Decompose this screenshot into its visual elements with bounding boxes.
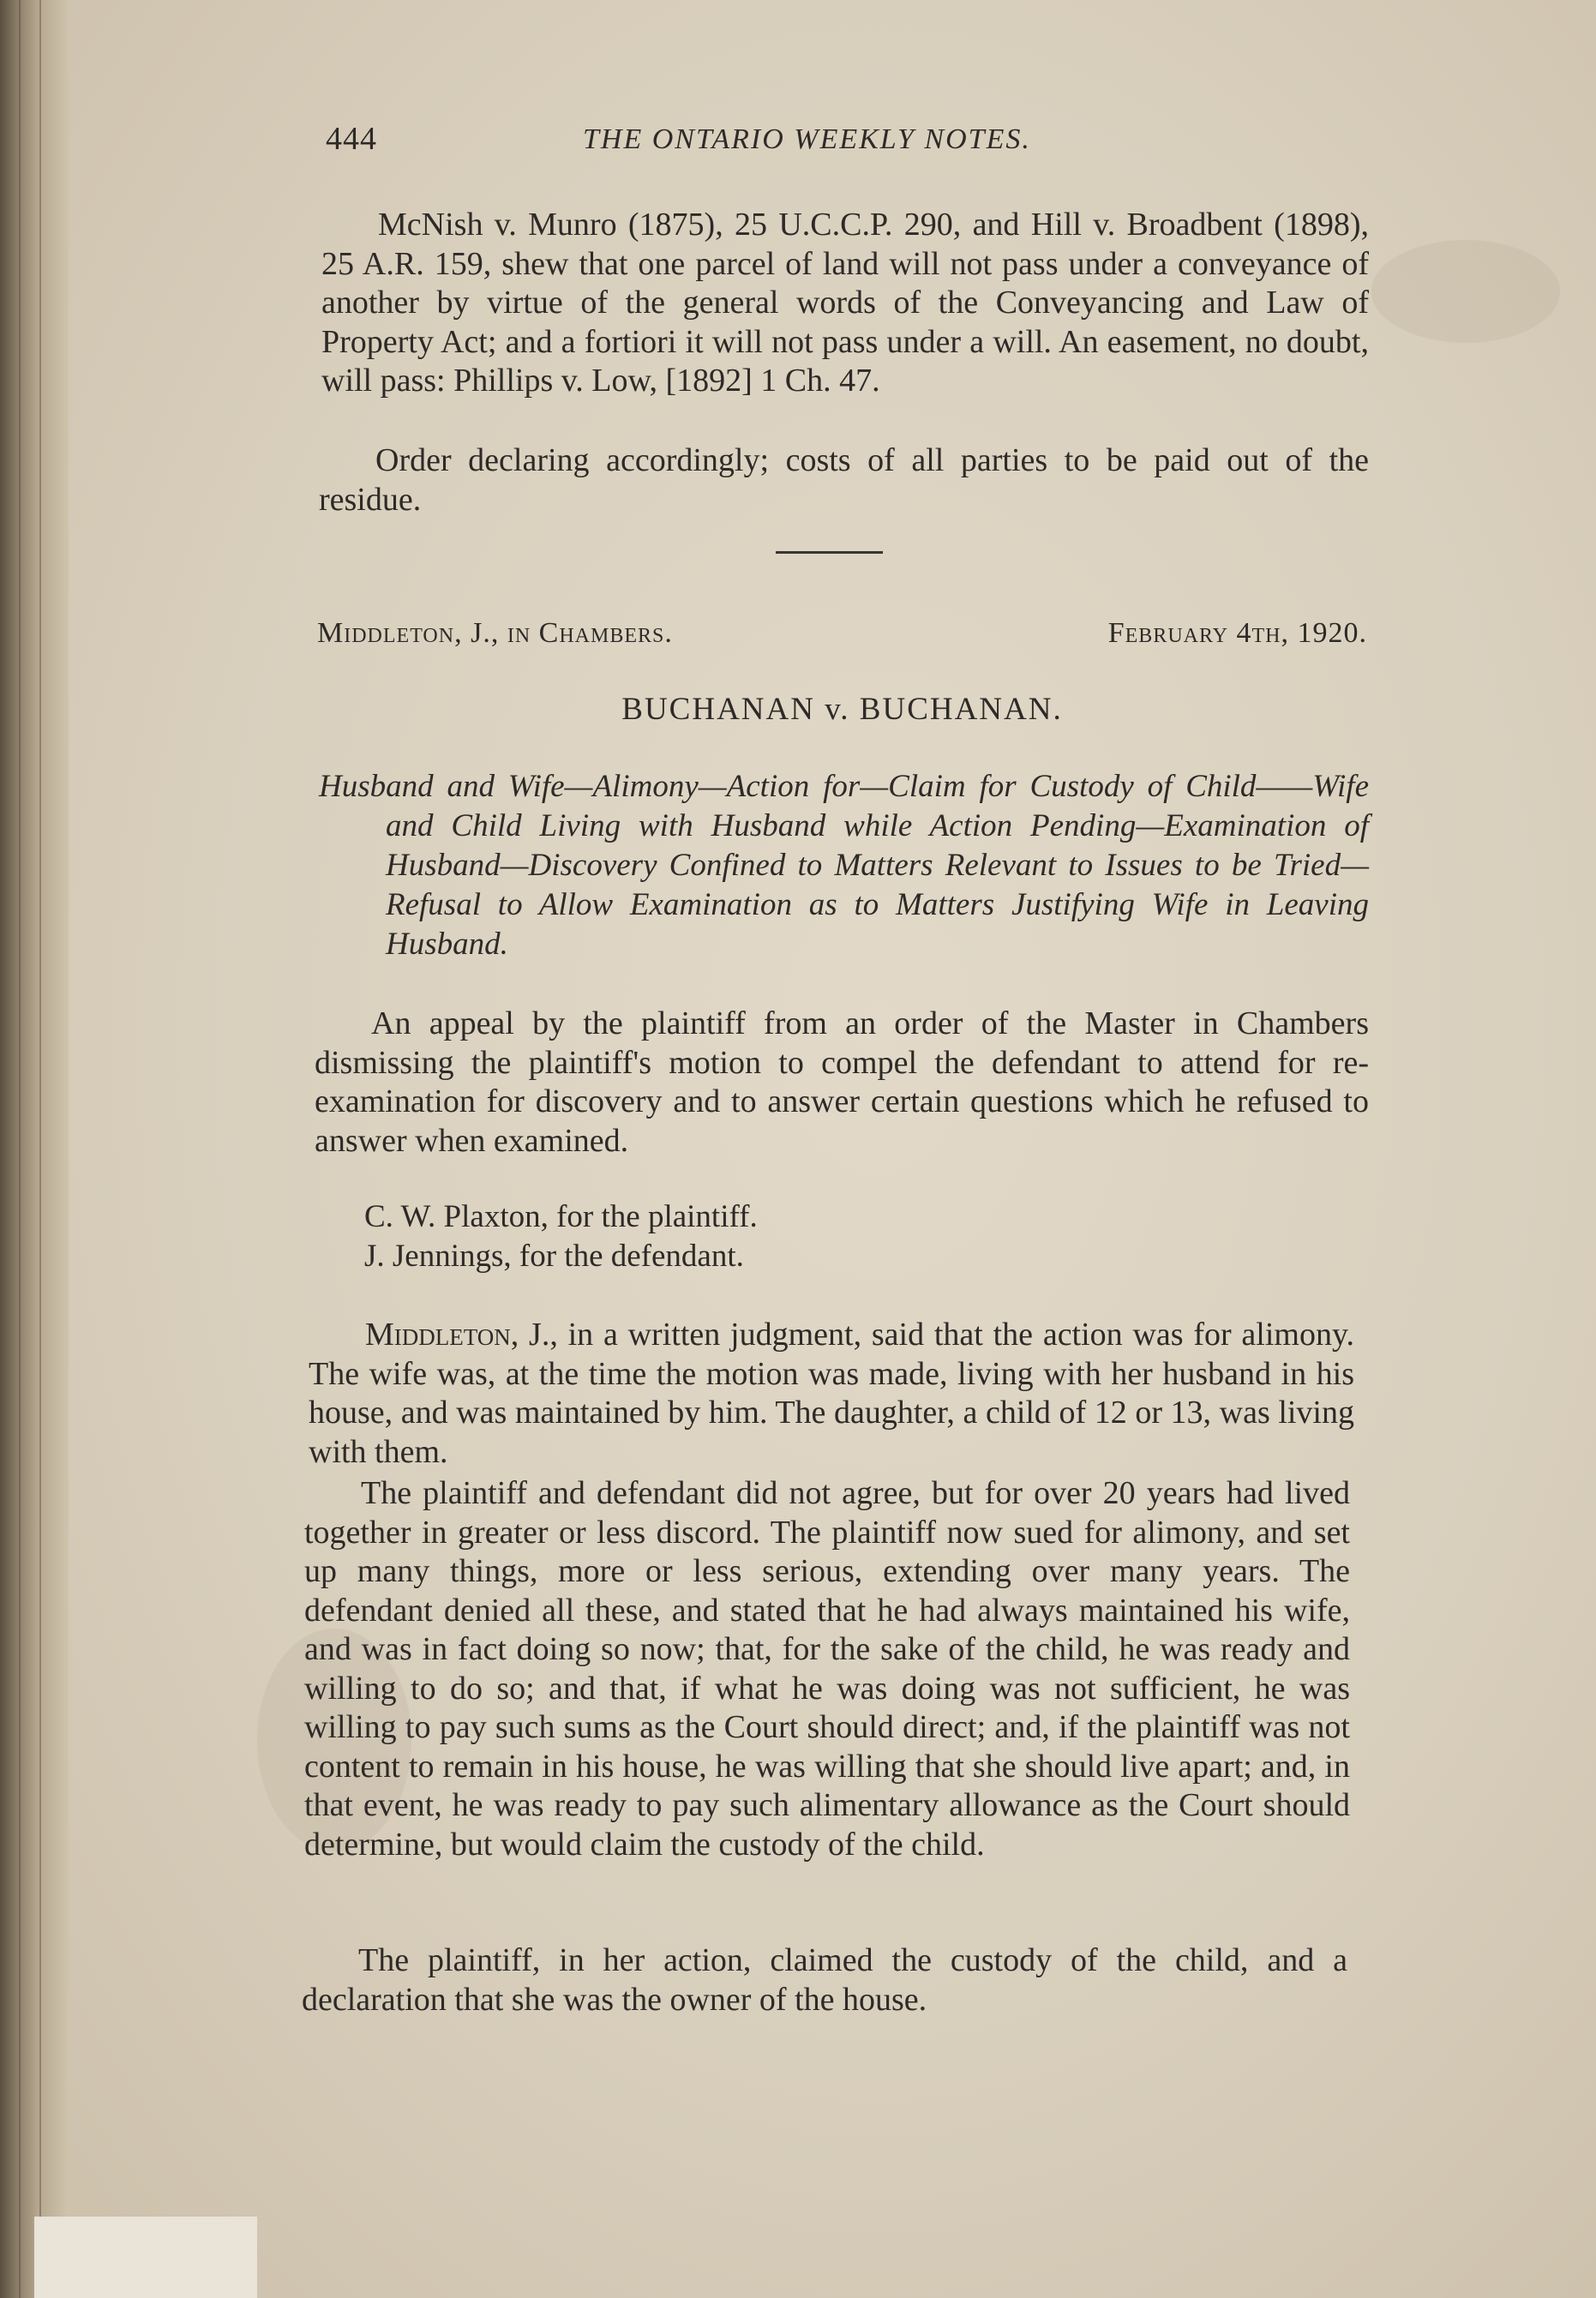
paper-stain <box>1371 240 1560 343</box>
judgment-paragraph-3: The plaintiff, in her action, claimed the custody of the child, and a declaration that she was the owner of the house. <box>302 1942 1347 2018</box>
paper-corner-patch <box>34 2217 257 2298</box>
judgment-paragraph-2: The plaintiff and defendant did not agree, but for over 20 years had lived together in greater or less discord. The plaintiff now sued for alimony, and set up many things, more or less serious, extending over many years. The defendant denied all these, and stated that he had always maintained his wife, and was in fact doing so now; that, for the sake of the child, he was ready and willing to do so; and that, if what he was doing was not sufficient, he was willing to pay such sums as the Court should direct; and, if the plaintiff was not content to remain in his house, he was willing that she should live apart; and, in that event, he was ready to pay such alimentary allowance as the Court should determine, but would claim the custody of the child. <box>304 1475 1350 1863</box>
section-divider <box>776 551 883 554</box>
court-line <box>317 617 1367 660</box>
court-and-judge: Middleton, J., in Chambers. <box>317 617 673 649</box>
page-header <box>326 120 1380 171</box>
headnote: Husband and Wife—Alimony—Action for—Claim for Custody of Child——Wife and Child Living with Husband while Action Pending—Examination of Husband—Discovery Confined to Matters Relevant to Issues to be Tried—Refusal to Allow Examination as to Matters Justifying Wife in Leaving Husband. <box>319 769 1369 962</box>
previous-case-order: Order declaring accordingly; costs of all parties to be paid out of the residue. <box>319 442 1369 518</box>
running-head: THE ONTARIO WEEKLY NOTES. <box>583 123 1031 155</box>
spine-edge-line <box>39 0 41 2298</box>
counsel-defendant: J. Jennings, for the defendant. <box>364 1239 744 1274</box>
book-spine <box>0 0 69 2298</box>
page-number: 444 <box>326 121 377 157</box>
judgment-date: February 4th, 1920. <box>1107 617 1367 649</box>
counsel-plaintiff: C. W. Plaxton, for the plaintiff. <box>364 1199 758 1234</box>
judge-name: Middleton <box>365 1317 511 1353</box>
appeal-paragraph: An appeal by the plaintiff from an order of the Master in Chambers dismissing the plaintiff's motion to compel the defendant to attend for re-examination for discovery and to answer certain questions which he refused to answer when examined. <box>315 1005 1369 1159</box>
previous-case-paragraph: McNish v. Munro (1875), 25 U.C.C.P. 290, and Hill v. Broadbent (1898), 25 A.R. 159, shew that one parcel of land will not pass under a conveyance of another by virtue of the general words of the Conveyancing and Law of Property Act; and a fortiori it will not pass under a will. An easement, no doubt, will pass: Phillips v. Low, [1892] 1 Ch. 47. <box>321 207 1369 399</box>
spine-edge-line <box>19 0 21 2298</box>
case-title: BUCHANAN v. BUCHANAN. <box>621 692 1063 727</box>
judgment-paragraph-1: Middleton, J., in a written judgment, said that the action was for alimony. The wife was, at the time the motion was made, living with her husband in his house, and was maintained by him. The daughter, a child of 12 or 13, was living with them. <box>309 1317 1354 1470</box>
